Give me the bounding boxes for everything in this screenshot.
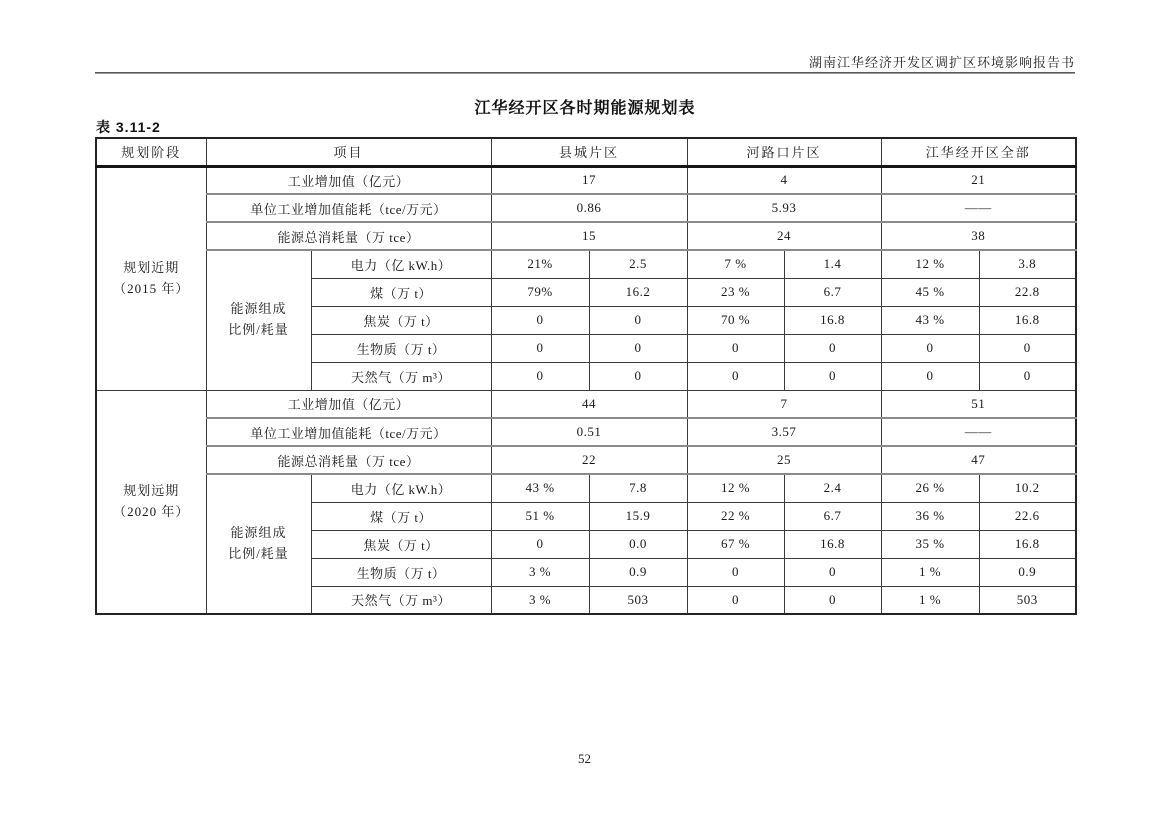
- running-header: 湖南江华经济开发区调扩区环境影响报告书: [808, 55, 1075, 70]
- cell-value: 45 %: [881, 278, 979, 306]
- cell-value: 17: [491, 166, 687, 194]
- cell-value: 36 %: [881, 502, 979, 530]
- energy-planning-table: [95, 137, 1077, 615]
- table-row: [96, 390, 1076, 418]
- cell-value: 0: [881, 362, 979, 390]
- cell-value: 0: [881, 334, 979, 362]
- row-label: 生物质（万 t）: [311, 334, 491, 362]
- cell-value: 7: [687, 390, 881, 418]
- cell-value: 16.2: [589, 278, 687, 306]
- row-label: 天然气（万 m³）: [311, 586, 491, 614]
- cell-value: 16.8: [784, 306, 881, 334]
- row-label: 工业增加值（亿元）: [206, 390, 491, 418]
- cell-value: 0: [687, 334, 784, 362]
- cell-value: 0: [687, 558, 784, 586]
- energy-group-line1: 能源组成: [230, 301, 287, 317]
- stage-cell-2020: [96, 390, 206, 614]
- cell-value: 0: [491, 362, 589, 390]
- table-row: [96, 418, 1076, 446]
- header-rule: [95, 72, 1075, 74]
- cell-value: 0.9: [589, 558, 687, 586]
- cell-value: 0: [589, 334, 687, 362]
- cell-value: 5.93: [687, 194, 881, 222]
- cell-value: 47: [881, 446, 1076, 474]
- cell-value: 0: [491, 306, 589, 334]
- stage-line1: 规划近期: [123, 259, 180, 275]
- table-row: [96, 446, 1076, 474]
- cell-value: 0: [687, 586, 784, 614]
- energy-group-line2: 比例/耗量: [228, 546, 289, 561]
- cell-value: 79%: [491, 278, 589, 306]
- stage-line2: （2020 年）: [113, 503, 190, 519]
- cell-value: 4: [687, 166, 881, 194]
- energy-group-cell: [206, 250, 311, 390]
- cell-value: 0: [979, 362, 1076, 390]
- cell-value: 26 %: [881, 474, 979, 502]
- cell-value: 0: [491, 530, 589, 558]
- cell-value: 0: [784, 362, 881, 390]
- energy-group-line1: 能源组成: [230, 525, 287, 541]
- cell-value: 503: [979, 586, 1076, 614]
- cell-value: 0.0: [589, 530, 687, 558]
- cell-value: 1 %: [881, 558, 979, 586]
- cell-value: 3 %: [491, 558, 589, 586]
- cell-value: 25: [687, 446, 881, 474]
- row-label: 电力（亿 kW.h）: [311, 250, 491, 278]
- cell-value: 12 %: [687, 474, 784, 502]
- row-label: 生物质（万 t）: [311, 558, 491, 586]
- cell-value: 44: [491, 390, 687, 418]
- row-label: 焦炭（万 t）: [311, 306, 491, 334]
- cell-value: 0: [784, 586, 881, 614]
- cell-value: 23 %: [687, 278, 784, 306]
- stage-cell-2015: [96, 166, 206, 390]
- row-label: 煤（万 t）: [311, 278, 491, 306]
- cell-value: 0: [687, 362, 784, 390]
- cell-value: 21: [881, 166, 1076, 194]
- cell-value: 0: [589, 306, 687, 334]
- cell-value: 16.8: [784, 530, 881, 558]
- row-label: 能源总消耗量（万 tce）: [206, 446, 491, 474]
- cell-value: 503: [589, 586, 687, 614]
- cell-value: 16.8: [979, 530, 1076, 558]
- energy-group-cell: [206, 474, 311, 614]
- table-caption: 表 3.11-2: [96, 119, 161, 135]
- cell-value: 3.8: [979, 250, 1076, 278]
- table-row: [96, 194, 1076, 222]
- col-header-stage: 规划阶段: [96, 138, 206, 166]
- cell-value: 1.4: [784, 250, 881, 278]
- cell-value: 0.9: [979, 558, 1076, 586]
- cell-value: 22.8: [979, 278, 1076, 306]
- cell-value: 7 %: [687, 250, 784, 278]
- cell-value: 43 %: [491, 474, 589, 502]
- cell-value: 6.7: [784, 502, 881, 530]
- cell-value: 15.9: [589, 502, 687, 530]
- row-label: 单位工业增加值能耗（tce/万元）: [206, 418, 491, 446]
- col-header-item: 项目: [206, 138, 491, 166]
- cell-value: 0: [979, 334, 1076, 362]
- cell-value: 38: [881, 222, 1076, 250]
- col-header-total: 江华经开区全部: [881, 138, 1076, 166]
- row-label: 天然气（万 m³）: [311, 362, 491, 390]
- cell-value: 3.57: [687, 418, 881, 446]
- cell-value: ——: [881, 194, 1076, 222]
- cell-value: 3 %: [491, 586, 589, 614]
- cell-value: 0: [784, 334, 881, 362]
- row-label: 焦炭（万 t）: [311, 530, 491, 558]
- cell-value: 35 %: [881, 530, 979, 558]
- cell-value: 24: [687, 222, 881, 250]
- energy-group-line2: 比例/耗量: [228, 322, 289, 338]
- cell-value: 0: [589, 362, 687, 390]
- cell-value: 67 %: [687, 530, 784, 558]
- cell-value: ——: [881, 418, 1076, 446]
- page-number: 52: [578, 751, 591, 766]
- table-row: [96, 474, 1076, 502]
- cell-value: 7.8: [589, 474, 687, 502]
- cell-value: 6.7: [784, 278, 881, 306]
- cell-value: 51: [881, 390, 1076, 418]
- cell-value: 22 %: [687, 502, 784, 530]
- header-row: [96, 138, 1076, 166]
- cell-value: 15: [491, 222, 687, 250]
- cell-value: 70 %: [687, 306, 784, 334]
- table-row: [96, 250, 1076, 278]
- col-header-xiancheng: 县城片区: [491, 138, 687, 166]
- cell-value: 43 %: [881, 306, 979, 334]
- page-title: 江华经开区各时期能源规划表: [474, 100, 696, 117]
- row-label: 电力（亿 kW.h）: [311, 474, 491, 502]
- row-label: 能源总消耗量（万 tce）: [206, 222, 491, 250]
- table-row: [96, 222, 1076, 250]
- cell-value: 1 %: [881, 586, 979, 614]
- cell-value: 0.86: [491, 194, 687, 222]
- cell-value: 22.6: [979, 502, 1076, 530]
- cell-value: 0.51: [491, 418, 687, 446]
- stage-line2: （2015 年）: [113, 280, 190, 296]
- col-header-helukou: 河路口片区: [687, 138, 881, 166]
- cell-value: 0: [784, 558, 881, 586]
- table-row: [96, 166, 1076, 194]
- cell-value: 51 %: [491, 502, 589, 530]
- cell-value: 2.5: [589, 250, 687, 278]
- row-label: 单位工业增加值能耗（tce/万元）: [206, 194, 491, 222]
- cell-value: 2.4: [784, 474, 881, 502]
- stage-line1: 规划远期: [123, 482, 180, 498]
- row-label: 工业增加值（亿元）: [206, 166, 491, 194]
- row-label: 煤（万 t）: [311, 502, 491, 530]
- cell-value: 0: [491, 334, 589, 362]
- cell-value: 16.8: [979, 306, 1076, 334]
- cell-value: 21%: [491, 250, 589, 278]
- cell-value: 12 %: [881, 250, 979, 278]
- cell-value: 22: [491, 446, 687, 474]
- cell-value: 10.2: [979, 474, 1076, 502]
